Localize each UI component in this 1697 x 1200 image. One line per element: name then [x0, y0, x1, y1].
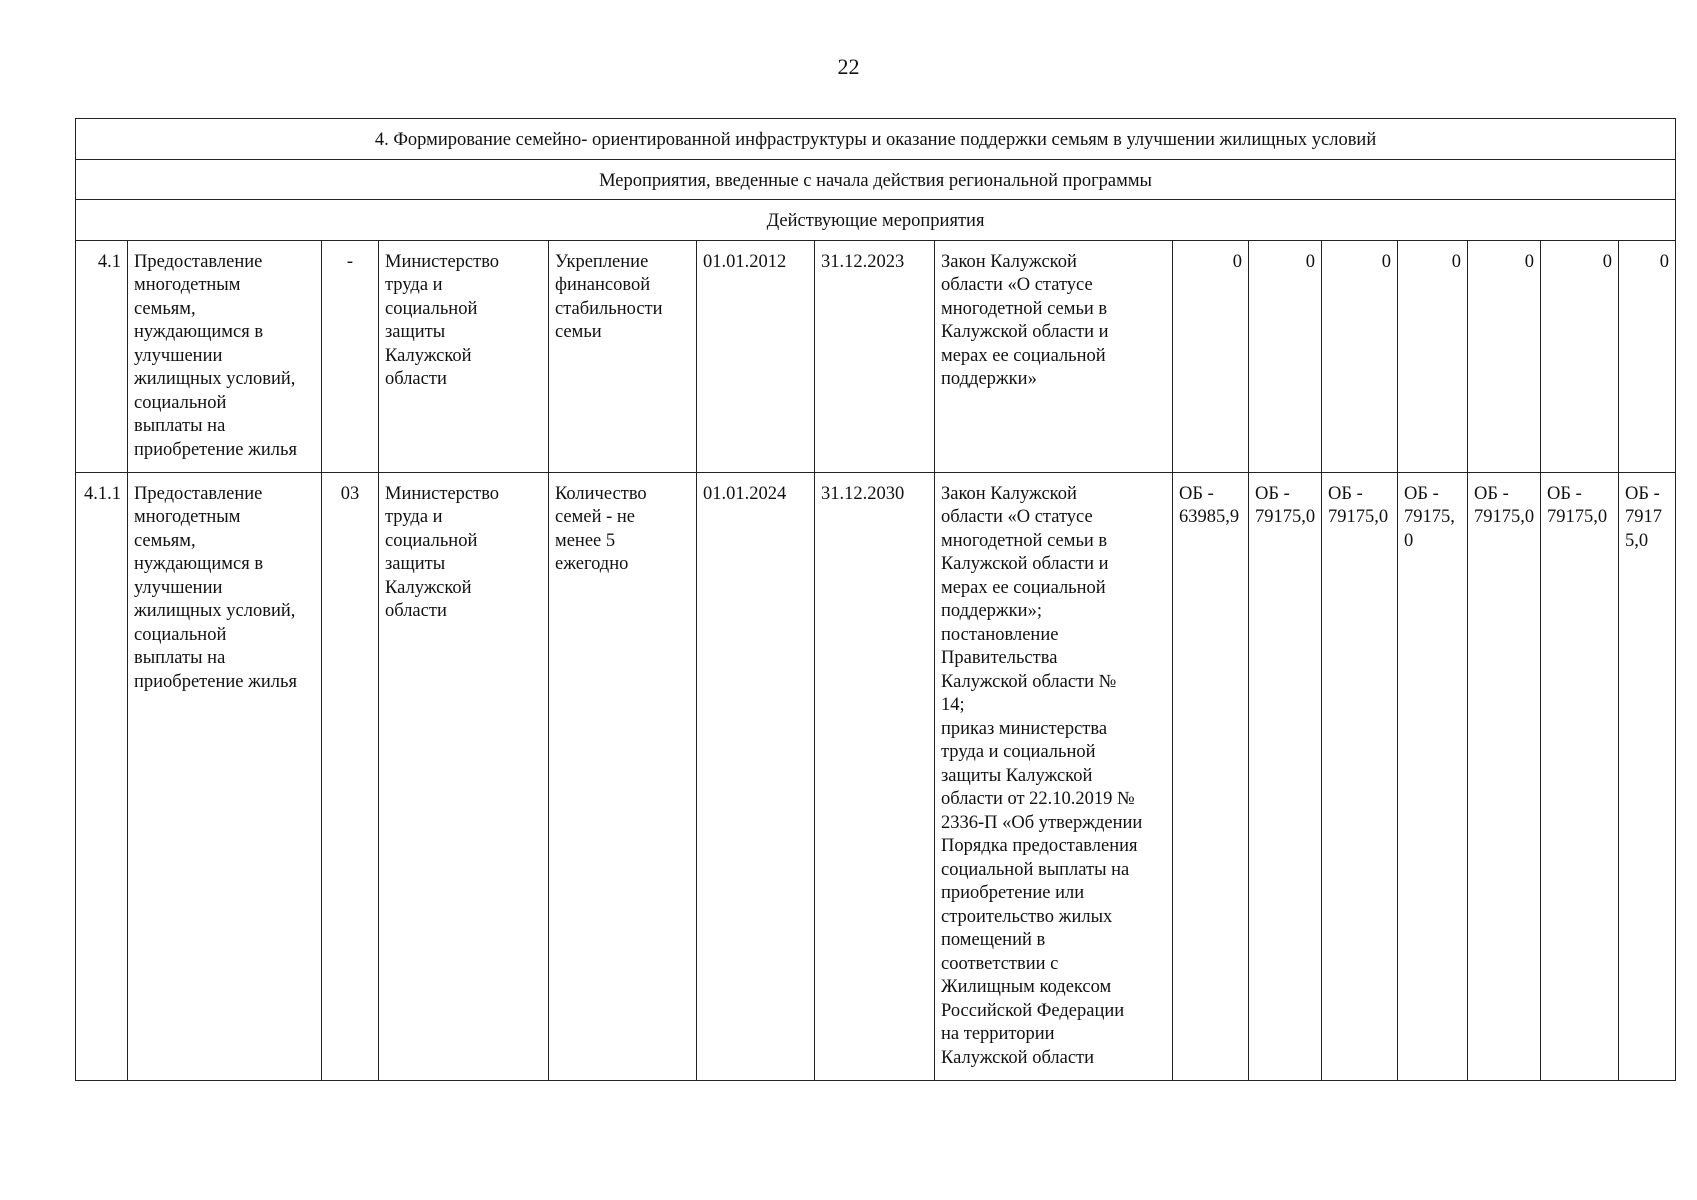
start-date: 01.01.2012 [697, 240, 815, 472]
funding-cell: 0 [1468, 240, 1541, 472]
end-date: 31.12.2030 [815, 472, 935, 1080]
expected-result: Количество семей - не менее 5 ежегодно [549, 472, 697, 1080]
funding-cell: ОБ - 63985,9 [1173, 472, 1249, 1080]
row-number: 4.1 [76, 240, 128, 472]
measure-code: - [322, 240, 379, 472]
start-date: 01.01.2024 [697, 472, 815, 1080]
legal-basis: Закон Калужской области «О статусе многодетной семьи в Калужской области и мерах ее социальной поддержки»; постановление Правительства Калужской области № 14; приказ министерства труда и социальной защиты Калужской области от 22.10.2019 № 2336-П «Об утверждении Порядка предоставления социальной выплаты на приобретение или строительство жилых помещений в соответствии с Жилищным кодексом Российской Федерации на территории Калужской области [935, 472, 1173, 1080]
page-number: 22 [837, 54, 860, 79]
legal-basis: Закон Калужской области «О статусе многодетной семьи в Калужской области и мерах ее социальной поддержки» [935, 240, 1173, 472]
measure-name: Предоставление многодетным семьям, нуждающимся в улучшении жилищных условий, социальной выплаты на приобретение жилья [128, 240, 322, 472]
section-title: 4. Формирование семейно- ориентированной инфраструктуры и оказание поддержки семьям в улучшении жилищных условий [76, 119, 1676, 160]
executor: Министерство труда и социальной защиты Калужской области [379, 472, 549, 1080]
group-row [76, 200, 1676, 241]
measure-name: Предоставление многодетным семьям, нуждающимся в улучшении жилищных условий, социальной выплаты на приобретение жилья [128, 472, 322, 1080]
funding-cell: 0 [1541, 240, 1619, 472]
funding-cell: 0 [1398, 240, 1468, 472]
end-date: 31.12.2023 [815, 240, 935, 472]
measure-code: 03 [322, 472, 379, 1080]
section-row [76, 119, 1676, 160]
funding-cell: ОБ - 7917 5,0 [1619, 472, 1676, 1080]
funding-cell: ОБ - 79175, 0 [1398, 472, 1468, 1080]
program-table [75, 118, 1676, 1081]
row-number: 4.1.1 [76, 472, 128, 1080]
subsection-title: Мероприятия, введенные с начала действия региональной программы [76, 159, 1676, 200]
funding-cell: 0 [1173, 240, 1249, 472]
table-row [76, 472, 1676, 1080]
funding-cell: ОБ - 79175,0 [1322, 472, 1398, 1080]
funding-cell: 0 [1249, 240, 1322, 472]
funding-cell: 0 [1322, 240, 1398, 472]
table-row [76, 240, 1676, 472]
funding-cell: ОБ - 79175,0 [1541, 472, 1619, 1080]
subsection-row [76, 159, 1676, 200]
expected-result: Укрепление финансовой стабильности семьи [549, 240, 697, 472]
funding-cell: 0 [1619, 240, 1676, 472]
executor: Министерство труда и социальной защиты Калужской области [379, 240, 549, 472]
funding-cell: ОБ - 79175,0 [1249, 472, 1322, 1080]
funding-cell: ОБ - 79175,0 [1468, 472, 1541, 1080]
group-title: Действующие мероприятия [76, 200, 1676, 241]
